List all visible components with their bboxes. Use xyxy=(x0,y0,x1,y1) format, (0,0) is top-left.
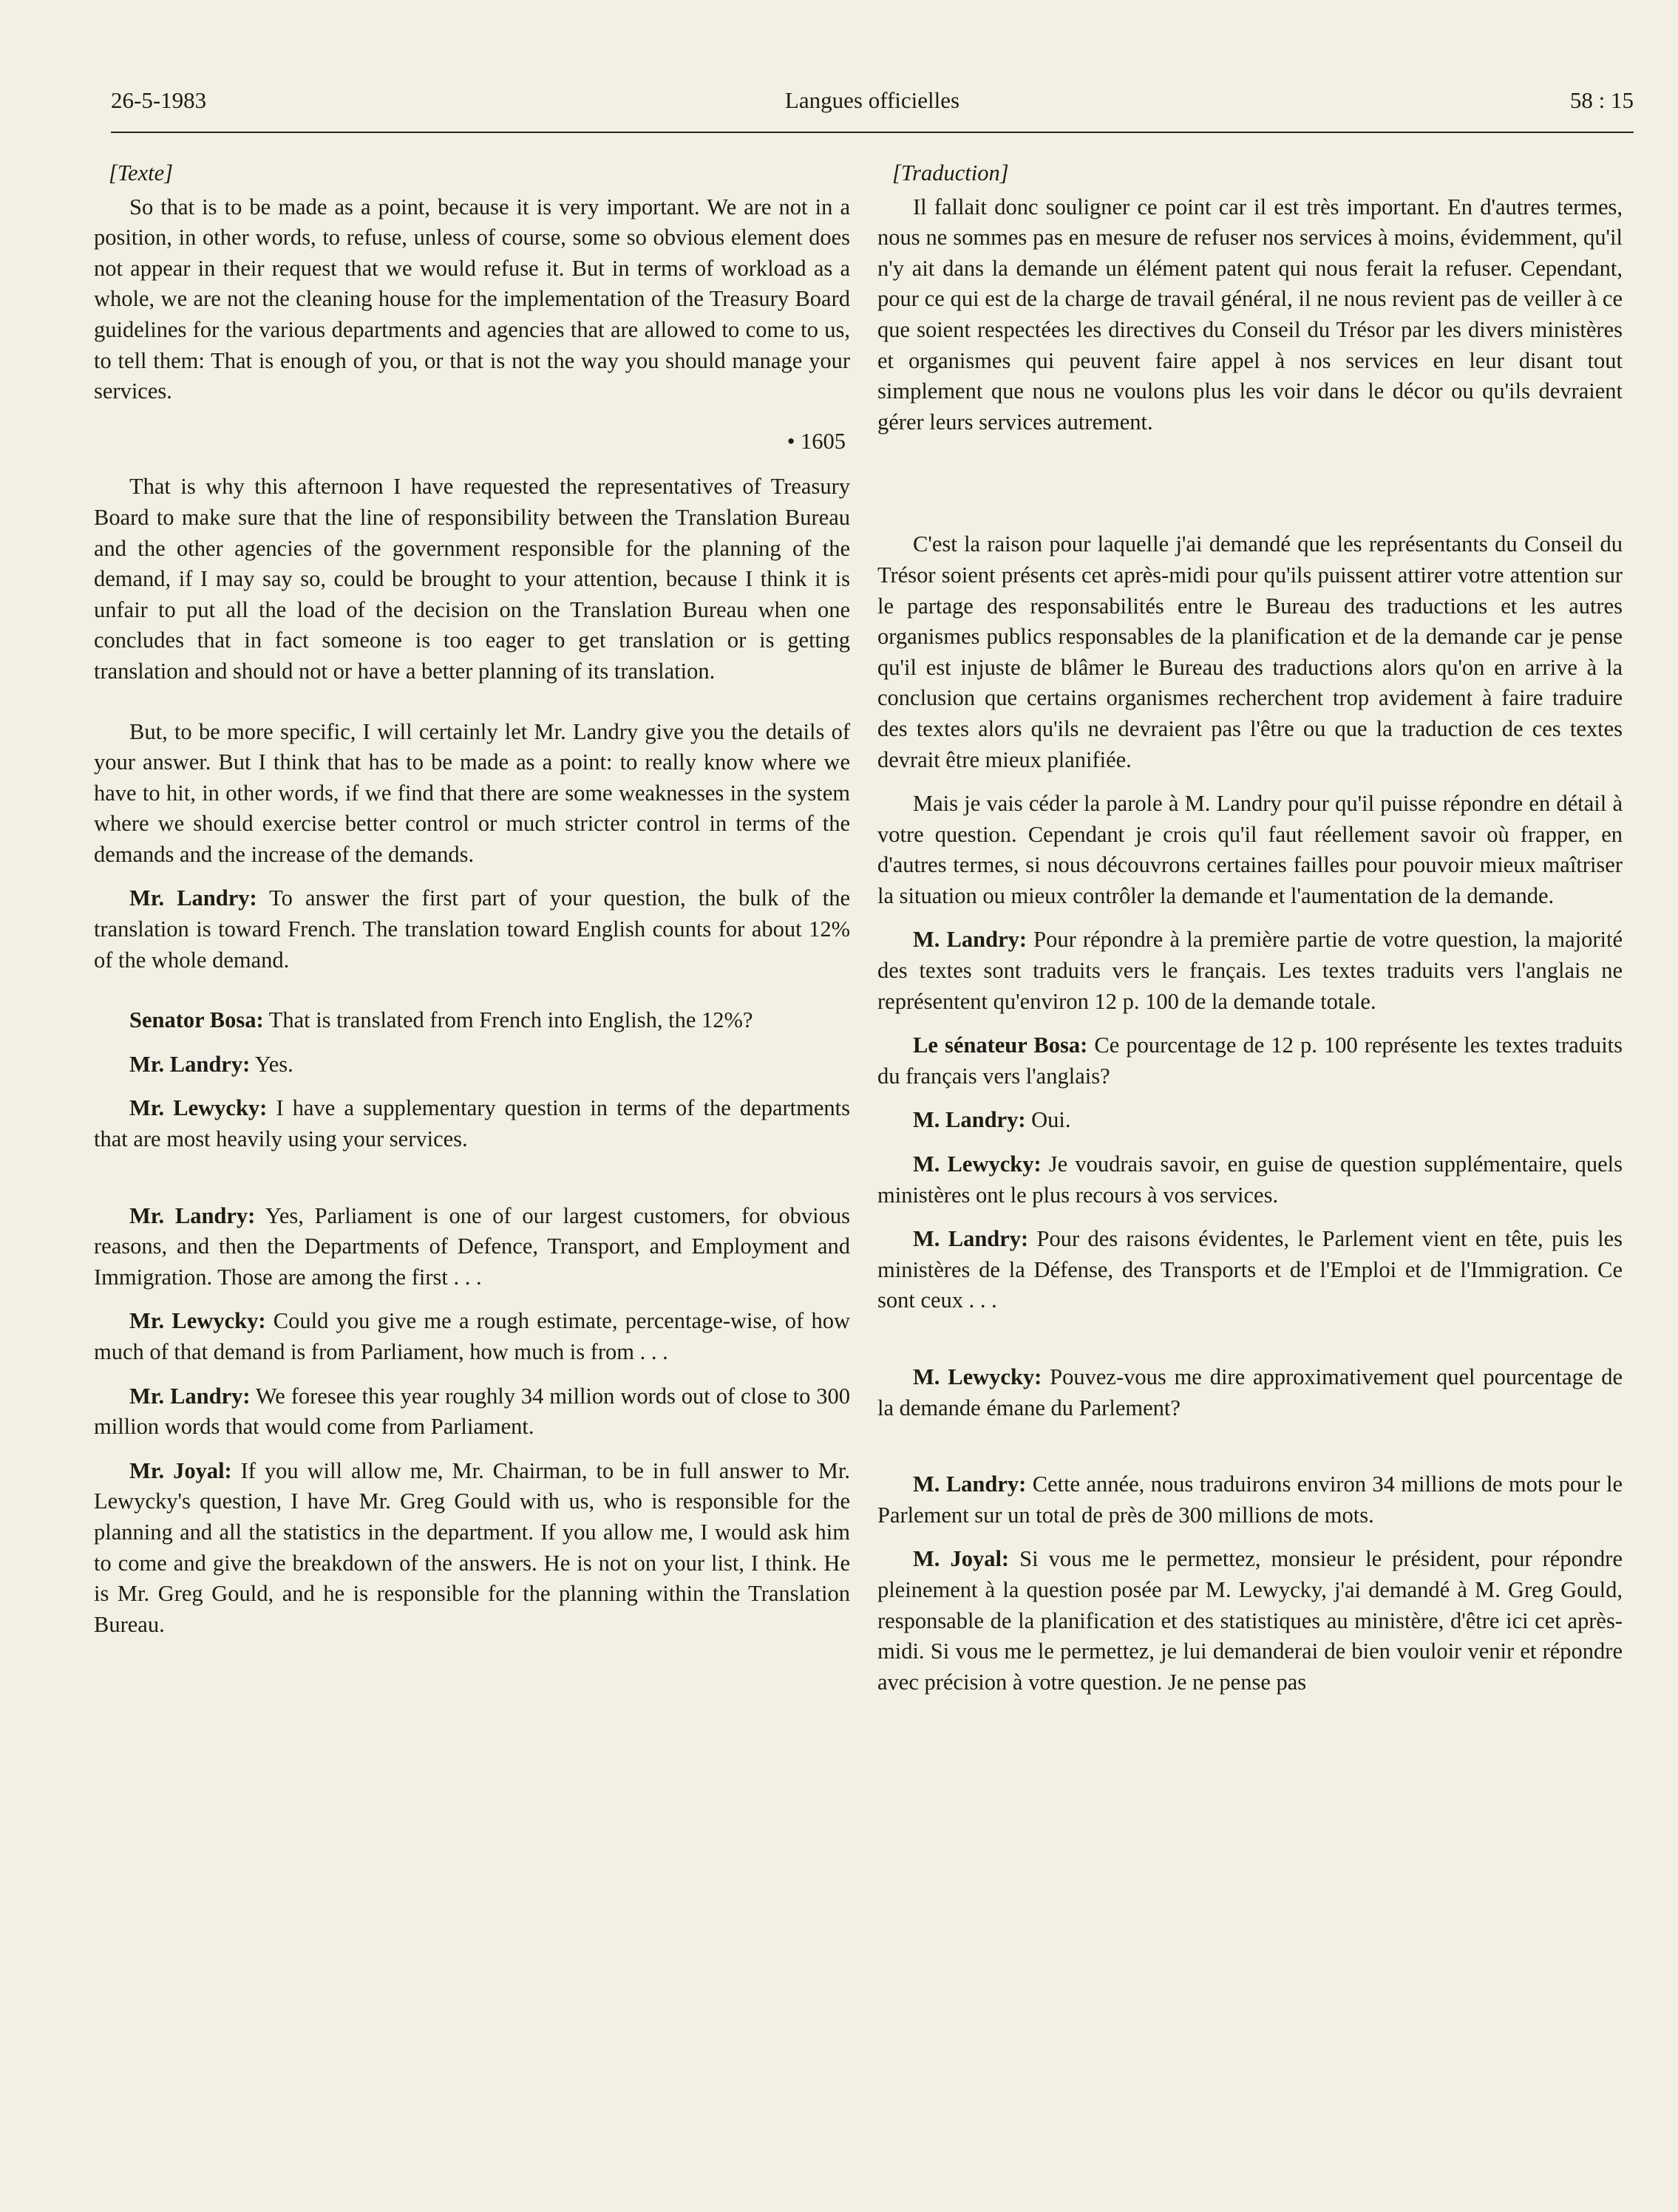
speaker-name: Mr. Joyal: xyxy=(129,1457,232,1483)
speech-text: If you will allow me, Mr. Chairman, to be in full answer to Mr. Lewycky's question, I have Mr. Greg Gould with us, who is responsible for the planning and all the statistics in the department. If you allow me, I would ask him to come and give the breakdown of the answers. He is not on your list, I think. He is Mr. Greg Gould, and he is responsible for the planning within the Translation Bureau. xyxy=(94,1457,850,1637)
speaker-name: Mr. Landry: xyxy=(129,1202,256,1228)
speaker-entry xyxy=(94,1093,850,1154)
speaker-name: Mr. Landry: xyxy=(129,1051,251,1077)
section-label: [Traduction] xyxy=(892,160,1009,186)
speaker-entry xyxy=(94,1201,850,1293)
speaker-name: Mr. Lewycky: xyxy=(129,1095,268,1121)
paragraph: So that is to be made as a point, because it is very important. We are not in a position, in other words, to refuse, unless of course, some so obvious element does not appear in their request that we would refuse it. But in terms of workload as a whole, we are not the cleaning house for the implementation of the Treasury Board guidelines for the various departments and agencies that are allowed to come to us, to tell them: That is enough of you, or that is not the way you should manage your services. xyxy=(94,194,850,404)
header-page-number: 58 : 15 xyxy=(1569,87,1634,113)
speech-text: Yes. xyxy=(250,1051,293,1077)
speech-text: That is translated from French into English, the 12%? xyxy=(263,1007,753,1033)
speaker-entry xyxy=(877,1105,1623,1136)
speaker-entry xyxy=(94,1005,850,1036)
speaker-name: M. Lewycky: xyxy=(913,1364,1042,1389)
speaker-entry xyxy=(877,925,1623,1017)
speaker-name: M. Landry: xyxy=(913,927,1027,953)
speech-text: I have a supplementary question in terms of the departments that are most heavily using your services. xyxy=(94,1095,850,1152)
speaker-entry xyxy=(94,883,850,976)
speaker-entry xyxy=(877,1544,1623,1698)
speaker-entry xyxy=(94,1381,850,1443)
speaker-name: Mr. Lewycky: xyxy=(129,1308,266,1334)
speaker-name: M. Joyal: xyxy=(913,1546,1010,1572)
time-marker: • 1605 xyxy=(787,428,846,454)
paragraph: C'est la raison pour laquelle j'ai demandé que les représentants du Conseil du Trésor soient présents cet après-midi pour qu'ils puissent attirer votre attention sur le partage des responsabilités entre le Bureau des traductions et les autres organismes publics responsables de la planification et de la demande car je pense qu'il est injuste de blâmer le Bureau des traductions alors qu'on en arrive à la conclusion que certains organismes recherchent trop avidement à faire traduire des textes alors qu'ils ne devraient pas l'être ou que la traduction de ces textes devrait être mieux planifiée. xyxy=(877,531,1623,772)
speaker-entry xyxy=(877,1149,1623,1211)
header-title: Langues officielles xyxy=(784,87,960,113)
paragraph: That is why this afternoon I have requested the representatives of Treasury Board to make sure that the line of responsibility between the Translation Bureau and the other agencies of the government responsible for the planning of the demand, if I may say so, could be brought to your attention, because I think it is unfair to put all the load of the decision on the Translation Bureau when one concludes that in fact someone is too eager to get translation or is getting translation and should not or have a better planning of its translation. xyxy=(94,474,850,684)
speaker-name: Le sénateur Bosa: xyxy=(913,1032,1088,1058)
left-column-english xyxy=(94,158,850,1653)
speaker-entry xyxy=(877,1469,1623,1531)
speaker-entry xyxy=(94,1456,850,1641)
speech-text: Pouvez-vous me dire approximativement quel pourcentage de la demande émane du Parlement? xyxy=(877,1364,1623,1420)
paragraph: But, to be more specific, I will certainly let Mr. Landry give you the details of your answer. But I think that has to be made as a point: to really know where we have to hit, in other words, if we find that there are some weaknesses in the system where we should exercise better control or much stricter control in terms of the demands and the increase of the demands. xyxy=(94,718,850,867)
speaker-name: Mr. Landry: xyxy=(129,885,257,911)
speech-text: Ce pourcentage de 12 p. 100 représente les textes traduits du français vers l'anglais? xyxy=(877,1032,1623,1089)
speaker-name: M. Landry: xyxy=(913,1107,1026,1133)
speaker-name: M. Landry: xyxy=(913,1471,1027,1497)
speech-text: To answer the first part of your question, the bulk of the translation is toward French. The translation toward English counts for about 12% of the whole demand. xyxy=(94,885,850,973)
page-header xyxy=(111,87,1634,133)
speech-text: Cette année, nous traduirons environ 34 millions de mots pour le Parlement sur un total de près de 300 millions de mots. xyxy=(877,1471,1623,1528)
speaker-name: M. Lewycky: xyxy=(913,1151,1042,1177)
speaker-entry xyxy=(94,1306,850,1367)
section-label: [Texte] xyxy=(109,160,173,186)
paragraph: Mais je vais céder la parole à M. Landry pour qu'il puisse répondre en détail à votre question. Cependant je crois qu'il faut réellement savoir où frapper, en d'autres termes, si nous découvrons certaines failles pour pouvoir mieux maîtriser la situation ou mieux contrôler la demande et l'aumentation de la demande. xyxy=(877,791,1623,908)
speaker-name: Mr. Landry: xyxy=(129,1383,251,1409)
speaker-entry xyxy=(877,1224,1623,1316)
speech-text: We foresee this year roughly 34 million words out of close to 300 million words that would come from Parliament. xyxy=(94,1383,851,1440)
speaker-name: M. Landry: xyxy=(913,1226,1029,1252)
speaker-entry xyxy=(877,1030,1623,1092)
speech-text: Oui. xyxy=(1025,1107,1071,1133)
header-date: 26-5-1983 xyxy=(111,87,207,113)
speech-text: Si vous me le permettez, monsieur le président, pour répondre pleinement à la question posée par M. Lewycky, j'ai demandé à M. Greg Gould, responsable de la planification et des statistiques au ministère, d'être ici cet après-midi. Si vous me le permettez, je lui demanderai de bien vouloir venir et répondre avec précision à votre question. Je ne pense pas xyxy=(877,1546,1623,1695)
right-column-french xyxy=(877,158,1623,1711)
speech-text: Yes, Parliament is one of our largest customers, for obvious reasons, and then the Departments of Defence, Transport, and Employment and Immigration. Those are among the first . . . xyxy=(94,1202,850,1290)
speaker-entry xyxy=(94,1049,850,1081)
speech-text: Je voudrais savoir, en guise de question supplémentaire, quels ministères ont le plus recours à vos services. xyxy=(877,1151,1623,1208)
speech-text: Pour des raisons évidentes, le Parlement vient en tête, puis les ministères de la Défense, des Transports et de l'Emploi et de l'Immigration. Ce sont ceux . . . xyxy=(877,1226,1623,1313)
speaker-entry xyxy=(877,1362,1623,1423)
speech-text: Pour répondre à la première partie de votre question, la majorité des textes sont traduits vers le français. Les textes traduits vers l'anglais ne représentent qu'environ 12 p. 100 de la demande totale. xyxy=(877,927,1623,1014)
speaker-name: Senator Bosa: xyxy=(129,1007,264,1033)
speech-text: Could you give me a rough estimate, percentage-wise, of how much of that demand is from Parliament, how much is from . . . xyxy=(94,1308,850,1364)
paragraph: Il fallait donc souligner ce point car il est très important. En d'autres termes, nous ne sommes pas en mesure de refuser nos services à moins, évidemment, qu'il n'y ait dans la demande un élément patent qui nous ferait la refuser. Cependant, pour ce qui est de la charge de travail général, il ne nous revient pas de veiller à ce que soient respectées les directives du Conseil du Trésor par les divers ministères et organismes qui peuvent faire appel à nos services en leur disant tout simplement que nous ne voulons plus les voir dans le décor ou qu'ils devraient gérer leurs services autrement. xyxy=(877,194,1623,435)
